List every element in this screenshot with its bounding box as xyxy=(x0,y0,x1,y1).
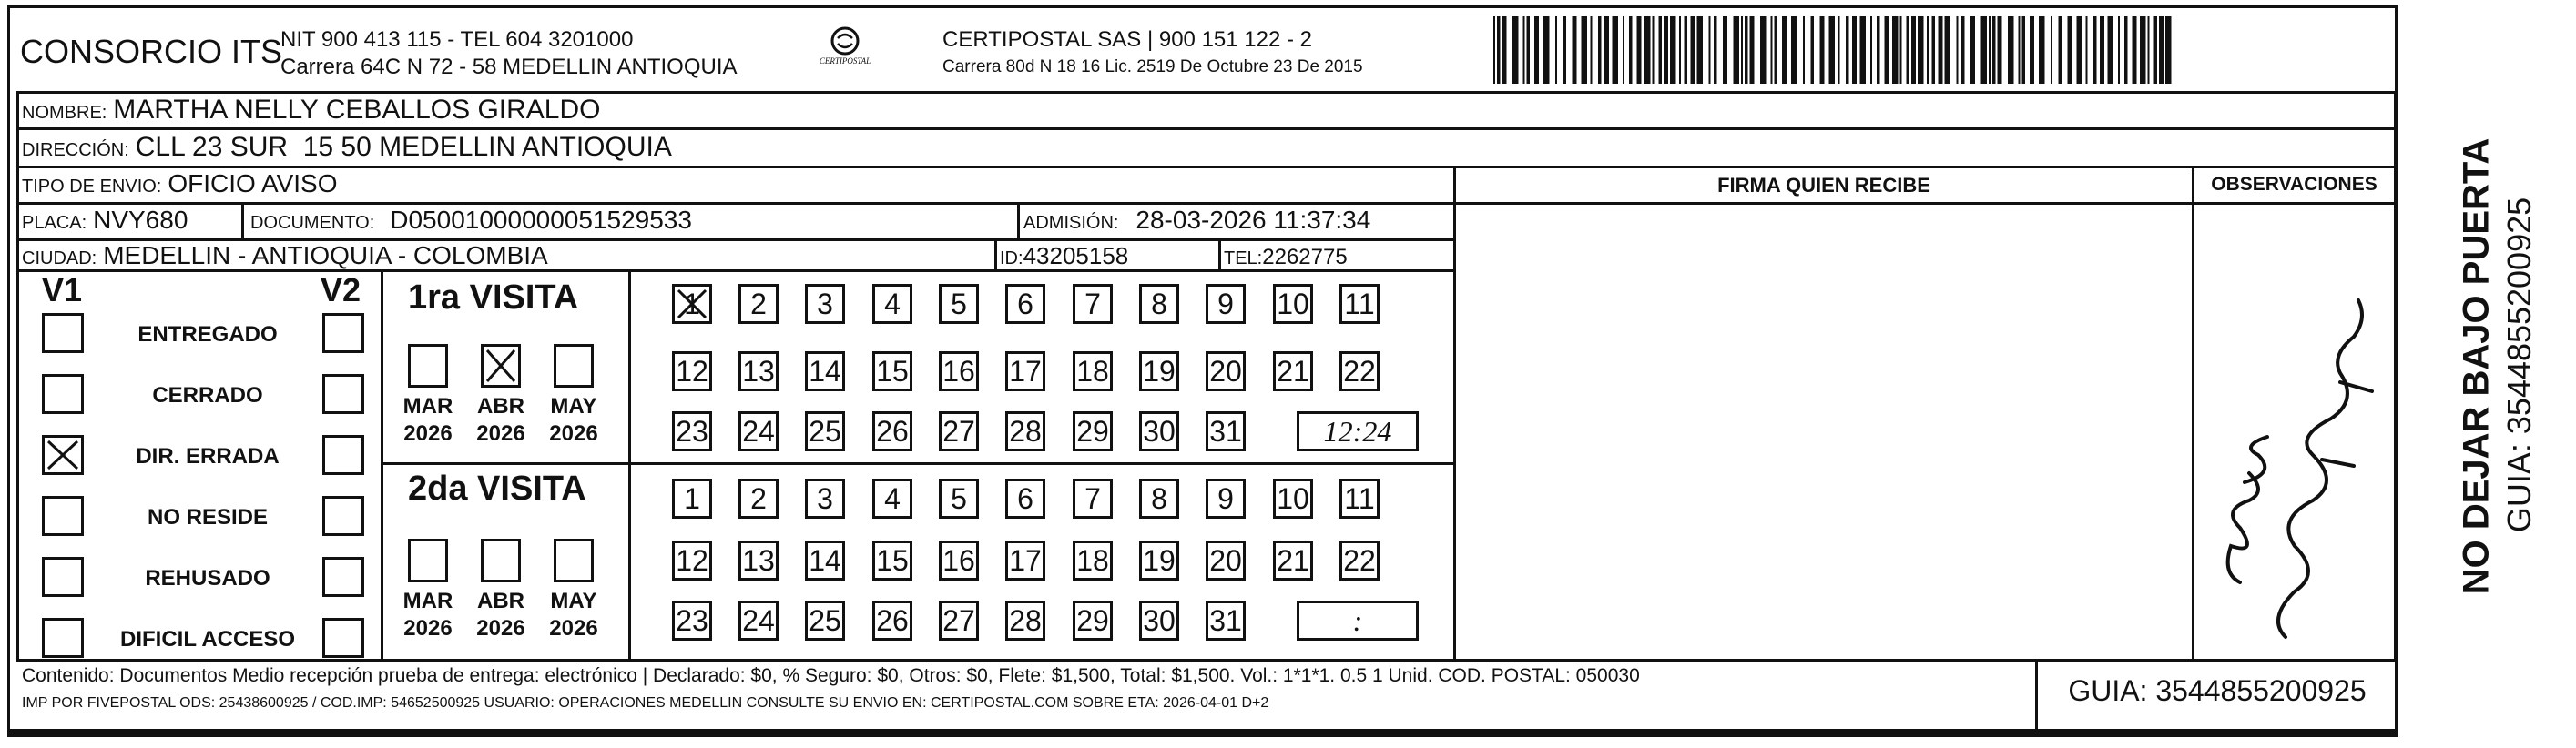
month-label xyxy=(392,588,464,642)
certipostal-logo xyxy=(813,25,877,80)
day-box[interactable]: 7 xyxy=(1073,479,1113,519)
x-mark-icon xyxy=(45,438,81,472)
certipostal-license: Carrera 80d N 18 16 Lic. 2519 De Octubre 23 De 2015 xyxy=(942,57,1363,76)
month-year: 2026 xyxy=(549,421,598,446)
direccion-value: CLL 23 SUR 15 50 MEDELLIN ANTIOQUIA xyxy=(135,132,672,162)
v2-checkbox[interactable] xyxy=(322,557,364,597)
nombre-label: NOMBRE: xyxy=(22,103,107,123)
day-box[interactable]: 19 xyxy=(1139,541,1179,581)
guia-footer: GUIA: 3544855200925 xyxy=(2068,674,2367,707)
side-guia-text: GUIA: 3544855200925 xyxy=(2500,197,2538,533)
day-box[interactable]: 16 xyxy=(939,541,979,581)
id-label: ID: xyxy=(1000,248,1023,268)
rule xyxy=(16,91,2397,94)
documento-row xyxy=(250,206,692,235)
company-name: CONSORCIO ITS xyxy=(20,33,283,70)
day-box[interactable]: 15 xyxy=(872,541,912,581)
ciudad-label: CIUDAD: xyxy=(22,248,97,268)
rule xyxy=(381,462,1453,465)
nombre-value: MARTHA NELLY CEBALLOS GIRALDO xyxy=(113,95,601,125)
certipostal-title: CERTIPOSTAL SAS | 900 151 122 - 2 xyxy=(942,27,1312,52)
status-label: NO RESIDE xyxy=(147,505,269,530)
day-box[interactable]: 8 xyxy=(1139,479,1179,519)
observaciones-header: OBSERVACIONES xyxy=(2211,174,2377,195)
day-box[interactable]: 8 xyxy=(1139,284,1179,324)
bottom-shadow xyxy=(7,732,2398,737)
direccion-row xyxy=(22,132,672,163)
footer-tracking: IMP POR FIVEPOSTAL ODS: 25438600925 / COD.IMP: 54652500925 USUARIO: OPERACIONES MEDELLIN CONSULTE SU ENVIO EN: CERTIPOSTAL.COM SOBRE ETA: 2026-04-01 D+2 xyxy=(22,695,1269,711)
v1-checkbox[interactable] xyxy=(42,374,84,414)
rule xyxy=(16,202,2397,205)
id-row xyxy=(1000,242,1128,270)
day-box[interactable]: 25 xyxy=(805,411,845,451)
placa-label: PLACA: xyxy=(22,213,87,233)
status-label: ENTREGADO xyxy=(137,322,278,347)
month-name: MAR xyxy=(402,589,453,613)
day-box[interactable]: 15 xyxy=(872,351,912,391)
day-box[interactable]: 28 xyxy=(1005,601,1045,641)
month-year: 2026 xyxy=(476,616,525,641)
month-checkbox[interactable] xyxy=(554,539,594,582)
month-name: MAR xyxy=(402,394,453,419)
day-box[interactable]: 2 xyxy=(738,479,779,519)
day-box[interactable]: 19 xyxy=(1139,351,1179,391)
day-box[interactable]: 9 xyxy=(1206,284,1246,324)
month-checkbox[interactable] xyxy=(408,344,448,388)
month-year: 2026 xyxy=(403,421,453,446)
month-label xyxy=(464,393,537,448)
day-box[interactable]: 23 xyxy=(672,601,712,641)
rule xyxy=(16,166,2397,168)
barcode-bars-icon xyxy=(1493,16,2176,84)
rule xyxy=(241,202,244,240)
day-box[interactable]: 22 xyxy=(1339,541,1380,581)
month-checkbox[interactable] xyxy=(481,539,521,582)
time-box[interactable]: 12:24 xyxy=(1297,411,1419,451)
admision-label: ADMISIÓN: xyxy=(1023,213,1119,233)
barcode xyxy=(1493,16,2176,84)
rule xyxy=(16,91,19,659)
day-box[interactable]: 26 xyxy=(872,411,912,451)
tipo-label: TIPO DE ENVIO: xyxy=(22,177,162,197)
month-year: 2026 xyxy=(403,616,453,641)
month-year: 2026 xyxy=(476,421,525,446)
v2-checkbox[interactable] xyxy=(322,374,364,414)
footer-content: Contenido: Documentos Medio recepción prueba de entrega: electrónico | Declarado: $0, % Seguro: $0, Otros: $0, Flete: $1,500, Total: $1,500. Vol.: 1*1*1. 0.5 1 Unid. COD. POSTAL: 050030 xyxy=(22,665,1640,686)
status-label: DIR. ERRADA xyxy=(136,444,280,469)
day-box[interactable]: 28 xyxy=(1005,411,1045,451)
day-box[interactable]: 9 xyxy=(1206,479,1246,519)
v2-label: V2 xyxy=(321,271,361,308)
month-name: MAY xyxy=(550,589,597,613)
firma-header: FIRMA QUIEN RECIBE xyxy=(1717,174,1930,197)
documento-label: DOCUMENTO: xyxy=(250,213,375,233)
ciudad-value: MEDELLIN - ANTIOQUIA - COLOMBIA xyxy=(103,241,548,269)
day-box[interactable]: 1 xyxy=(672,479,712,519)
logo-text: CERTIPOSTAL xyxy=(819,56,871,66)
month-checkbox[interactable] xyxy=(481,344,521,388)
day-box[interactable]: 18 xyxy=(1073,351,1113,391)
day-box[interactable]: 18 xyxy=(1073,541,1113,581)
day-box[interactable] xyxy=(672,284,712,324)
day-box[interactable]: 23 xyxy=(672,411,712,451)
day-box[interactable]: 31 xyxy=(1206,601,1246,641)
nombre-row xyxy=(22,95,601,126)
day-box[interactable]: 24 xyxy=(738,601,779,641)
rule xyxy=(1218,238,1221,271)
rule xyxy=(16,659,2397,662)
day-box[interactable]: 14 xyxy=(805,541,845,581)
rule xyxy=(1453,166,1456,659)
month-year: 2026 xyxy=(549,616,598,641)
tel-row xyxy=(1224,244,1348,270)
day-box[interactable]: 11 xyxy=(1339,284,1380,324)
status-label: CERRADO xyxy=(152,383,263,408)
tel-value: 2262775 xyxy=(1262,245,1348,269)
day-box[interactable]: 5 xyxy=(939,284,979,324)
v1-checkbox[interactable] xyxy=(42,618,84,658)
time-box[interactable]: : xyxy=(1297,601,1419,641)
v1-checkbox[interactable] xyxy=(42,313,84,353)
day-box[interactable]: 25 xyxy=(805,601,845,641)
day-box[interactable]: 29 xyxy=(1073,601,1113,641)
v1-checkbox[interactable] xyxy=(42,557,84,597)
day-box[interactable]: 21 xyxy=(1273,351,1313,391)
placa-value: NVY680 xyxy=(93,206,188,234)
admision-value: 28-03-2026 11:37:34 xyxy=(1135,206,1371,234)
day-box[interactable]: 4 xyxy=(872,479,912,519)
month-label xyxy=(537,588,610,642)
company-address: Carrera 64C N 72 - 58 MEDELLIN ANTIOQUIA xyxy=(280,55,738,79)
x-mark-icon xyxy=(484,347,518,385)
logo-mark-icon xyxy=(827,25,863,56)
day-number: 1 xyxy=(684,287,700,320)
day-box[interactable]: 27 xyxy=(939,411,979,451)
day-box[interactable]: 17 xyxy=(1005,351,1045,391)
status-label: DIFICIL ACCESO xyxy=(119,627,295,652)
v1-checkbox[interactable] xyxy=(42,496,84,536)
day-box[interactable]: 14 xyxy=(805,351,845,391)
day-box[interactable]: 26 xyxy=(872,601,912,641)
placa-row xyxy=(22,206,188,235)
month-checkbox[interactable] xyxy=(554,344,594,388)
month-label xyxy=(392,393,464,448)
day-box[interactable]: 6 xyxy=(1005,284,1045,324)
day-box[interactable]: 3 xyxy=(805,284,845,324)
ciudad-row xyxy=(22,241,548,270)
month-checkbox[interactable] xyxy=(408,539,448,582)
rule xyxy=(2192,166,2194,659)
rule xyxy=(16,127,2397,130)
day-box[interactable]: 20 xyxy=(1206,351,1246,391)
id-value: 43205158 xyxy=(1023,242,1129,269)
company-nit: NIT 900 413 115 - TEL 604 3201000 xyxy=(280,27,634,52)
day-box[interactable]: 12 xyxy=(672,351,712,391)
day-box[interactable]: 4 xyxy=(872,284,912,324)
day-box[interactable]: 13 xyxy=(738,351,779,391)
handwritten-signature xyxy=(2204,273,2395,655)
direccion-label: DIRECCIÓN: xyxy=(22,140,129,160)
day-box[interactable]: 5 xyxy=(939,479,979,519)
tipo-value: OFICIO AVISO xyxy=(168,169,338,197)
v1-checkbox[interactable] xyxy=(42,435,84,475)
visit1-title: 1ra VISITA xyxy=(408,278,579,317)
rule xyxy=(1017,202,1020,240)
day-box[interactable]: 20 xyxy=(1206,541,1246,581)
day-box[interactable]: 21 xyxy=(1273,541,1313,581)
day-box[interactable]: 30 xyxy=(1139,601,1179,641)
day-box[interactable]: 24 xyxy=(738,411,779,451)
month-label xyxy=(537,393,610,448)
tel-label: TEL: xyxy=(1224,248,1263,268)
v2-checkbox[interactable] xyxy=(322,618,364,658)
rule xyxy=(994,238,997,271)
v2-checkbox[interactable] xyxy=(322,313,364,353)
v1-label: V1 xyxy=(42,271,83,308)
v2-checkbox[interactable] xyxy=(322,496,364,536)
tipo-row xyxy=(22,169,338,198)
side-label xyxy=(2404,18,2576,728)
day-box[interactable]: 7 xyxy=(1073,284,1113,324)
day-box[interactable]: 6 xyxy=(1005,479,1045,519)
day-box[interactable]: 30 xyxy=(1139,411,1179,451)
documento-value: D05001000000051529533 xyxy=(390,206,692,234)
no-dejar-text: NO DEJAR BAJO PUERTA xyxy=(2456,137,2497,595)
day-box[interactable]: 29 xyxy=(1073,411,1113,451)
day-box[interactable]: 3 xyxy=(805,479,845,519)
month-name: ABR xyxy=(477,394,524,419)
day-box[interactable]: 10 xyxy=(1273,284,1313,324)
day-box[interactable]: 11 xyxy=(1339,479,1380,519)
month-name: ABR xyxy=(477,589,524,613)
day-box[interactable]: 22 xyxy=(1339,351,1380,391)
day-box[interactable]: 13 xyxy=(738,541,779,581)
status-label: REHUSADO xyxy=(145,566,270,591)
day-box[interactable]: 2 xyxy=(738,284,779,324)
day-box[interactable]: 17 xyxy=(1005,541,1045,581)
day-box[interactable]: 12 xyxy=(672,541,712,581)
v2-checkbox[interactable] xyxy=(322,435,364,475)
day-box[interactable]: 10 xyxy=(1273,479,1313,519)
day-box[interactable]: 27 xyxy=(939,601,979,641)
admision-row xyxy=(1023,206,1370,235)
month-name: MAY xyxy=(550,394,597,419)
day-box[interactable]: 16 xyxy=(939,351,979,391)
month-label xyxy=(464,588,537,642)
day-box[interactable]: 31 xyxy=(1206,411,1246,451)
visit2-title: 2da VISITA xyxy=(408,470,586,508)
